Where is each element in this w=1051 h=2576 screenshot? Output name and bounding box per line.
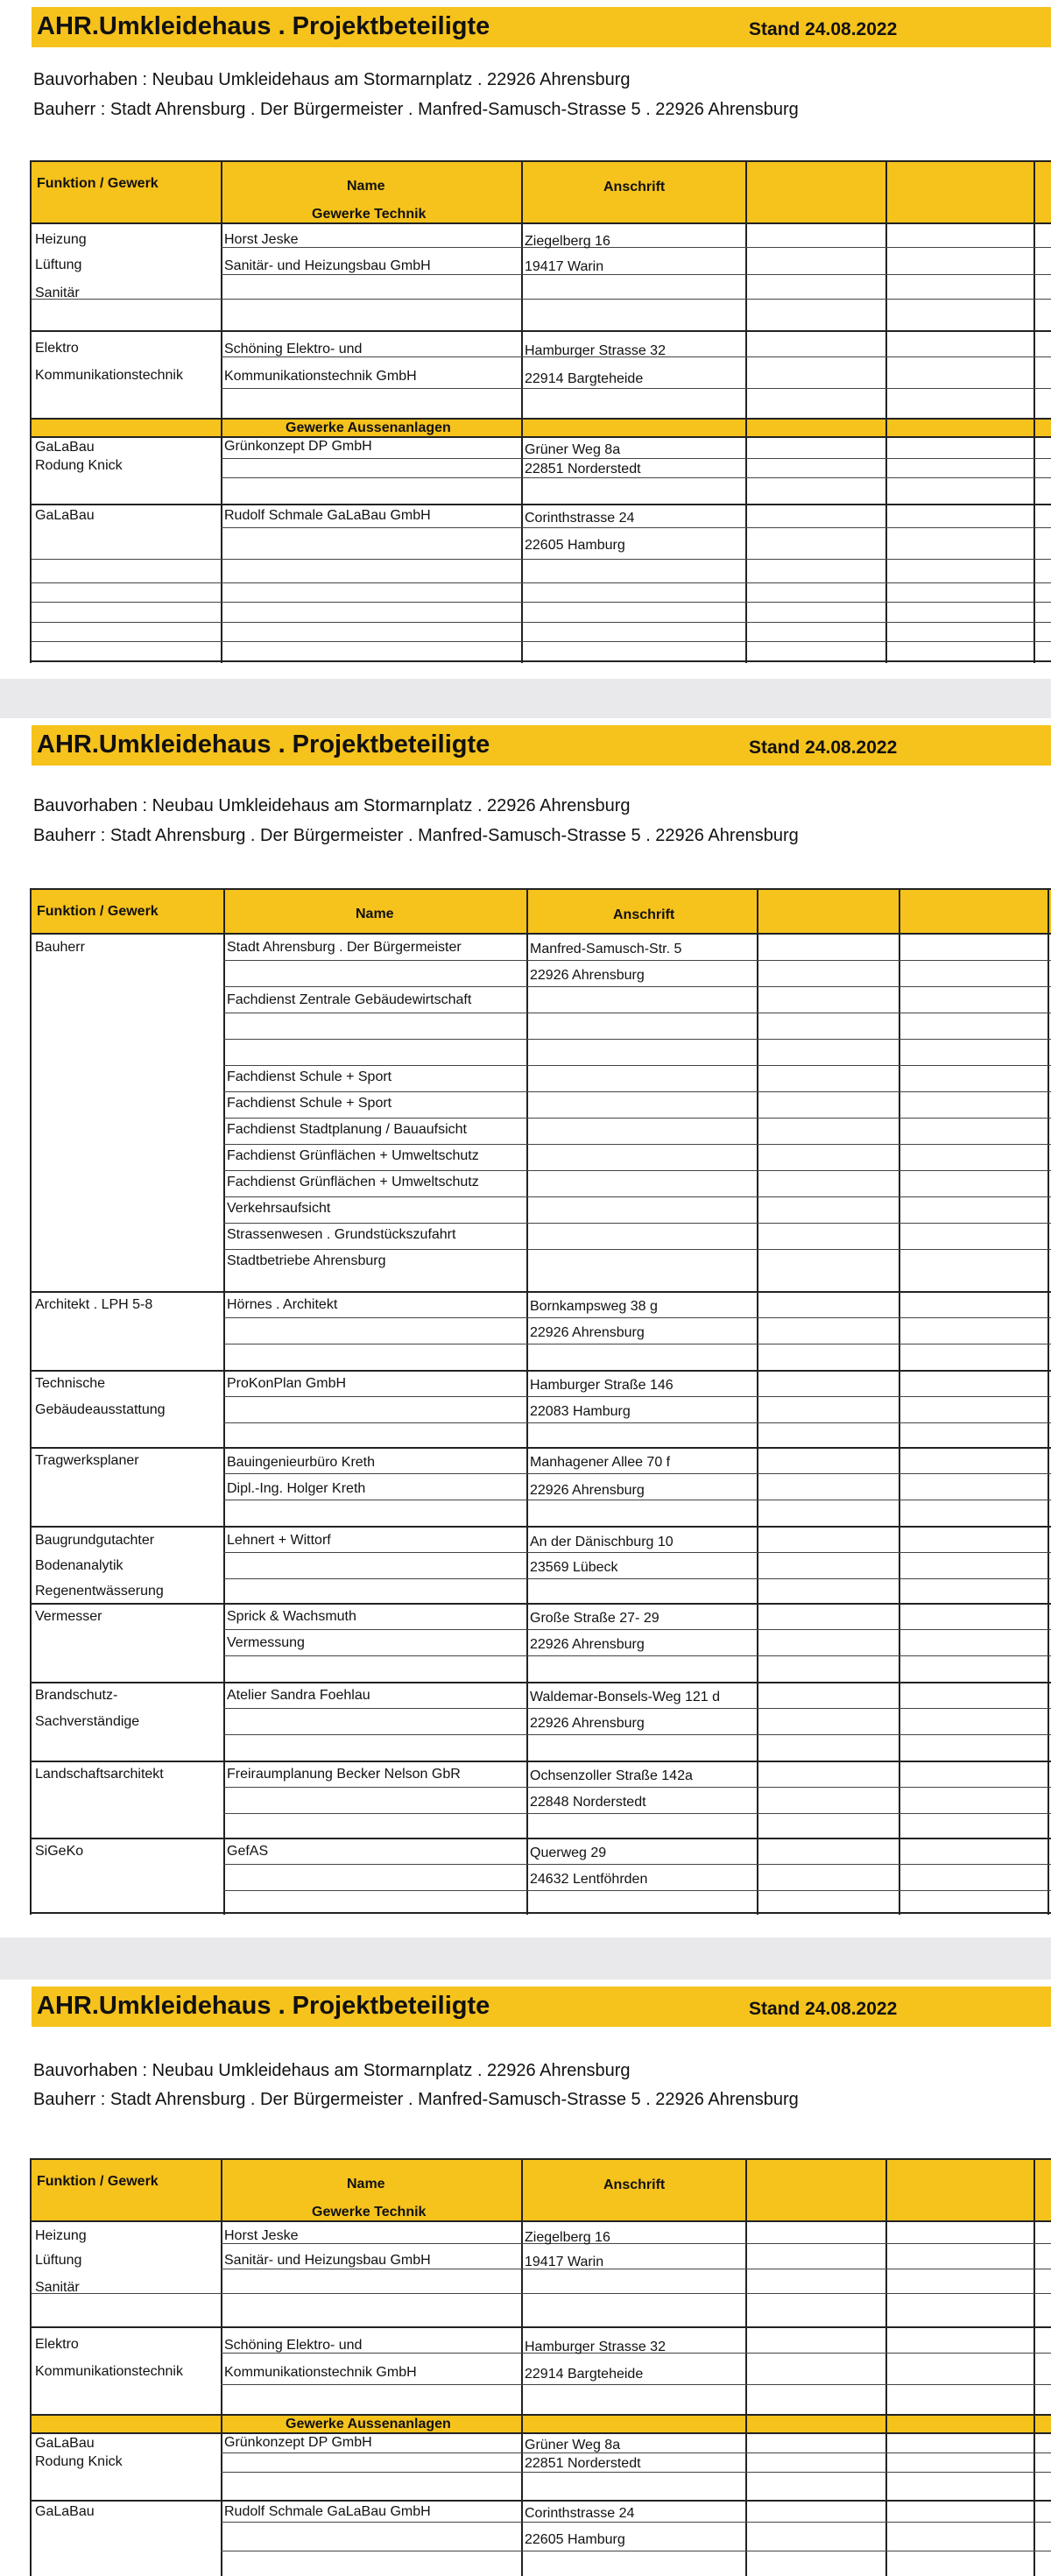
header-name: Name	[347, 179, 385, 194]
cell-funktion: GaLaBau	[35, 440, 95, 455]
stand-date: Stand 24.08.2022	[749, 738, 898, 758]
header-funktion: Funktion / Gewerk	[37, 176, 159, 191]
band-aussenanlagen: Gewerke Aussenanlagen	[286, 2417, 451, 2431]
cell-name: Sprick & Wachsmuth	[227, 1609, 356, 1624]
cell-funktion: Kommunikationstechnik	[35, 2364, 183, 2379]
cell-anschrift: 22083 Hamburg	[530, 1404, 631, 1419]
cell-anschrift: 22926 Ahrensburg	[530, 968, 645, 983]
cell-anschrift: 22605 Hamburg	[525, 2532, 625, 2547]
cell-anschrift: Hamburger Strasse 32	[525, 343, 666, 358]
cell-anschrift: Hamburger Strasse 32	[525, 2340, 666, 2354]
cell-funktion: Kommunikationstechnik	[35, 368, 183, 383]
participants-table	[30, 2158, 1051, 2576]
cell-name: ProKonPlan GmbH	[227, 1376, 347, 1391]
client-line: Bauherr : Stadt Ahrensburg . Der Bürgermeister . Manfred-Samusch-Strasse 5 . 22926 Ahrensburg	[33, 2090, 799, 2109]
cell-name: Verkehrsaufsicht	[227, 1201, 331, 1216]
cell-funktion: Sanitär	[35, 2280, 80, 2295]
cell-name: Stadt Ahrensburg . Der Bürgermeister	[227, 940, 462, 955]
project-line: Bauvorhaben : Neubau Umkleidehaus am Stormarnplatz . 22926 Ahrensburg	[33, 2061, 631, 2080]
band-technik: Gewerke Technik	[312, 2205, 427, 2220]
header-anschrift: Anschrift	[603, 2177, 666, 2192]
band-technik: Gewerke Technik	[312, 207, 427, 222]
cell-funktion: Technische	[35, 1376, 106, 1391]
cell-anschrift: An der Dänischburg 10	[530, 1535, 674, 1549]
cell-anschrift: 23569 Lübeck	[530, 1560, 618, 1575]
cell-name: Fachdienst Stadtplanung / Bauaufsicht	[227, 1122, 467, 1137]
cell-anschrift: 22914 Bargteheide	[525, 371, 644, 386]
cell-name: Sanitär- und Heizungsbau GmbH	[224, 258, 431, 273]
project-line: Bauvorhaben : Neubau Umkleidehaus am Stormarnplatz . 22926 Ahrensburg	[33, 796, 631, 815]
table-header	[32, 2160, 1051, 2205]
cell-name: GefAS	[227, 1844, 269, 1859]
cell-name: Bauingenieurbüro Kreth	[227, 1455, 376, 1470]
cell-anschrift: 22605 Hamburg	[525, 538, 625, 553]
cell-anschrift: Manfred-Samusch-Str. 5	[530, 942, 682, 956]
cell-funktion: Elektro	[35, 341, 79, 356]
cell-name: Fachdienst Schule + Sport	[227, 1069, 392, 1084]
cell-name: Dipl.-Ing. Holger Kreth	[227, 1481, 366, 1496]
cell-anschrift: 22848 Norderstedt	[530, 1795, 646, 1810]
client-line: Bauherr : Stadt Ahrensburg . Der Bürgermeister . Manfred-Samusch-Strasse 5 . 22926 Ahrensburg	[33, 100, 799, 119]
cell-funktion: Bodenanalytik	[35, 1558, 123, 1573]
cell-anschrift: 22926 Ahrensburg	[530, 1637, 645, 1652]
cell-anschrift: Grüner Weg 8a	[525, 442, 621, 457]
cell-funktion: Regenentwässerung	[35, 1584, 164, 1599]
cell-funktion: Baugrundgutachter	[35, 1533, 155, 1548]
cell-funktion: Bauherr	[35, 940, 85, 955]
cell-name: Fachdienst Grünflächen + Umweltschutz	[227, 1175, 479, 1189]
cell-funktion: GaLaBau	[35, 2436, 95, 2451]
cell-funktion: Sanitär	[35, 286, 80, 300]
stand-date: Stand 24.08.2022	[749, 19, 898, 39]
cell-funktion: Brandschutz-	[35, 1688, 118, 1703]
cell-name: Sanitär- und Heizungsbau GmbH	[224, 2253, 431, 2268]
cell-anschrift: Große Straße 27- 29	[530, 1611, 660, 1626]
cell-funktion: SiGeKo	[35, 1844, 84, 1859]
cell-funktion: Heizung	[35, 2228, 87, 2243]
cell-anschrift: Hamburger Straße 146	[530, 1378, 674, 1393]
cell-name: Lehnert + Wittorf	[227, 1533, 331, 1548]
cell-funktion: Heizung	[35, 232, 87, 247]
cell-anschrift: Ziegelberg 16	[525, 234, 610, 249]
cell-name: Rudolf Schmale GaLaBau GmbH	[224, 2504, 431, 2519]
cell-name: Freiraumplanung Becker Nelson GbR	[227, 1767, 461, 1782]
cell-anschrift: 22851 Norderstedt	[525, 2456, 641, 2471]
participants-table	[30, 888, 1051, 1915]
cell-name: Grünkonzept DP GmbH	[224, 439, 372, 454]
cell-anschrift: Grüner Weg 8a	[525, 2438, 621, 2452]
cell-funktion: Rodung Knick	[35, 2454, 123, 2469]
participants-table	[30, 160, 1051, 663]
header-name: Name	[347, 2177, 385, 2191]
stand-date: Stand 24.08.2022	[749, 1999, 898, 2019]
page-title: AHR.Umkleidehaus . Projektbeteiligte	[37, 1992, 490, 2020]
cell-name: Schöning Elektro- und	[224, 342, 363, 356]
cell-anschrift: 22914 Bargteheide	[525, 2367, 644, 2382]
cell-name: Fachdienst Zentrale Gebäudewirtschaft	[227, 992, 472, 1007]
cell-funktion: Architekt . LPH 5-8	[35, 1297, 153, 1312]
cell-funktion: Tragwerksplaner	[35, 1453, 139, 1468]
cell-name: Horst Jeske	[224, 2228, 299, 2243]
header-anschrift: Anschrift	[603, 180, 666, 194]
cell-anschrift: Manhagener Allee 70 f	[530, 1455, 671, 1470]
cell-funktion: Landschaftsarchitekt	[35, 1767, 164, 1782]
cell-funktion: GaLaBau	[35, 508, 95, 523]
band-aussenanlagen: Gewerke Aussenanlagen	[286, 420, 451, 435]
page-title: AHR.Umkleidehaus . Projektbeteiligte	[37, 730, 490, 759]
cell-anschrift: Bornkampsweg 38 g	[530, 1299, 658, 1314]
cell-name: Fachdienst Grünflächen + Umweltschutz	[227, 1148, 479, 1163]
cell-funktion: Lüftung	[35, 2253, 82, 2268]
header-name: Name	[356, 907, 394, 921]
cell-anschrift: 19417 Warin	[525, 259, 604, 274]
cell-anschrift: 22926 Ahrensburg	[530, 1325, 645, 1340]
cell-anschrift: Ziegelberg 16	[525, 2230, 610, 2245]
header-anschrift: Anschrift	[613, 907, 675, 922]
cell-funktion: Gebäudeausstattung	[35, 1402, 166, 1417]
header-funktion: Funktion / Gewerk	[37, 2174, 159, 2189]
project-line: Bauvorhaben : Neubau Umkleidehaus am Stormarnplatz . 22926 Ahrensburg	[33, 70, 631, 89]
cell-anschrift: Ochsenzoller Straße 142a	[530, 1768, 693, 1783]
cell-name: Rudolf Schmale GaLaBau GmbH	[224, 508, 431, 523]
cell-name: Stadtbetriebe Ahrensburg	[227, 1253, 386, 1268]
cell-funktion: Rodung Knick	[35, 458, 123, 473]
cell-name: Vermessung	[227, 1635, 305, 1650]
cell-anschrift: 22851 Norderstedt	[525, 462, 641, 476]
sheet-1	[0, 0, 1051, 679]
sheet-2	[0, 718, 1051, 1937]
cell-anschrift: 22926 Ahrensburg	[530, 1716, 645, 1731]
cell-name: Grünkonzept DP GmbH	[224, 2435, 372, 2450]
sheet-3	[0, 1980, 1051, 2576]
cell-anschrift: Waldemar-Bonsels-Weg 121 d	[530, 1690, 720, 1704]
page-title: AHR.Umkleidehaus . Projektbeteiligte	[37, 12, 490, 40]
header-funktion: Funktion / Gewerk	[37, 904, 159, 919]
cell-funktion: Lüftung	[35, 258, 82, 272]
cell-anschrift: 24632 Lentföhrden	[530, 1872, 648, 1887]
cell-name: Hörnes . Architekt	[227, 1297, 338, 1312]
cell-funktion: Elektro	[35, 2337, 79, 2352]
cell-name: Kommunikationstechnik GmbH	[224, 2365, 417, 2380]
cell-name: Schöning Elektro- und	[224, 2338, 363, 2353]
cell-funktion: Vermesser	[35, 1609, 102, 1624]
cell-funktion: Sachverständige	[35, 1714, 140, 1729]
cell-name: Fachdienst Schule + Sport	[227, 1096, 392, 1111]
cell-anschrift: Corinthstrasse 24	[525, 2506, 635, 2521]
cell-anschrift: Querweg 29	[530, 1846, 607, 1860]
cell-name: Atelier Sandra Foehlau	[227, 1688, 370, 1703]
cell-name: Horst Jeske	[224, 232, 299, 247]
client-line: Bauherr : Stadt Ahrensburg . Der Bürgermeister . Manfred-Samusch-Strasse 5 . 22926 Ahrensburg	[33, 826, 799, 845]
cell-name: Kommunikationstechnik GmbH	[224, 369, 417, 384]
cell-anschrift: Corinthstrasse 24	[525, 511, 635, 526]
cell-name: Strassenwesen . Grundstückszufahrt	[227, 1227, 456, 1242]
cell-anschrift: 22926 Ahrensburg	[530, 1483, 645, 1498]
table-header	[32, 162, 1051, 207]
cell-funktion: GaLaBau	[35, 2504, 95, 2519]
cell-anschrift: 19417 Warin	[525, 2255, 604, 2269]
